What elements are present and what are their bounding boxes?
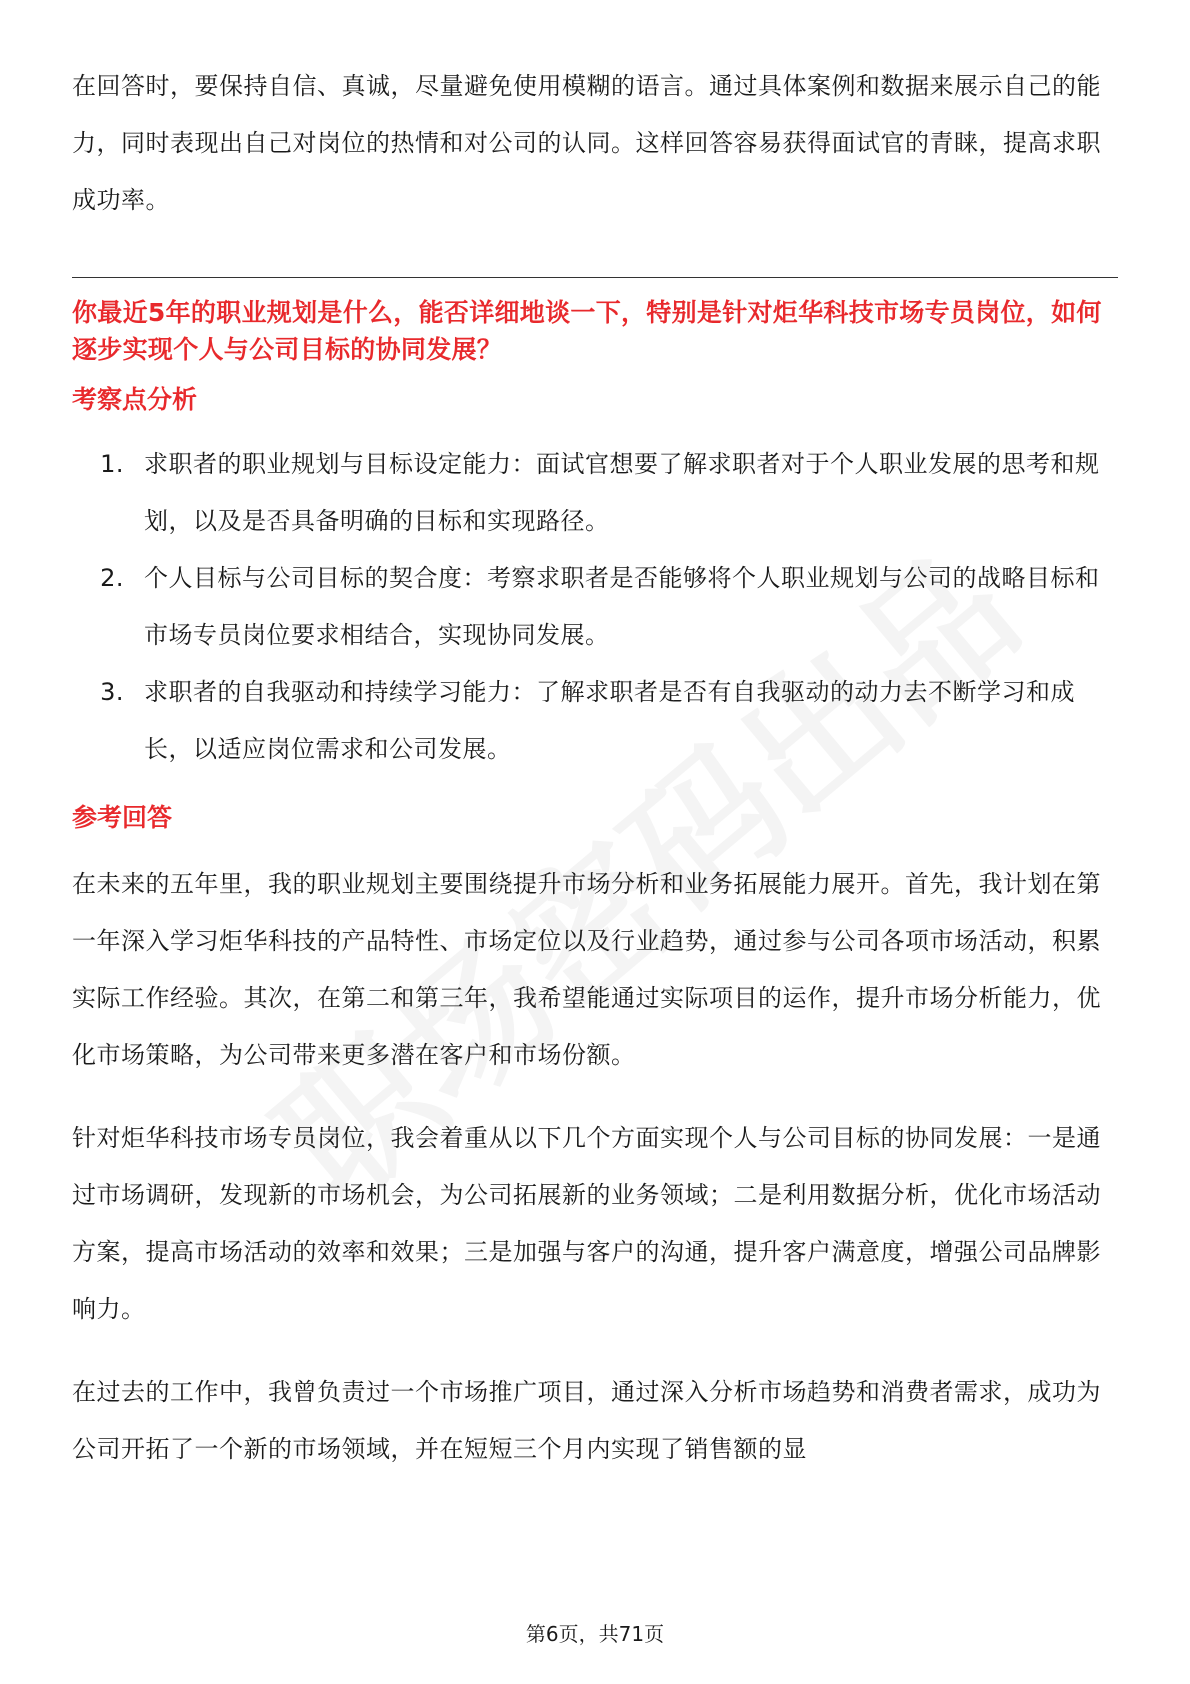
intro-paragraph: 在回答时，要保持自信、真诚，尽量避免使用模糊的语言。通过具体案例和数据来展示自己的能力，同时表现出自己对岗位的热情和对公司的认同。这样回答容易获得面试官的青睐，提高求职成功率。 [72,72,1101,214]
list-item-text: 求职者的职业规划与目标设定能力：面试官想要了解求职者对于个人职业发展的思考和规划，以及是否具备明确的目标和实现路径。 [144,450,1100,535]
question-title: 你最近5年的职业规划是什么，能否详细地谈一下，特别是针对炬华科技市场专员岗位，如何逐步实现个人与公司目标的协同发展？ [72,298,1102,364]
list-item-number: 1. [100,450,124,478]
list-item [72,664,1118,778]
list-item-text: 个人目标与公司目标的契合度：考察求职者是否能够将个人职业规划与公司的战略目标和市场专员岗位要求相结合，实现协同发展。 [144,564,1100,649]
list-item [72,550,1118,664]
section-divider [72,277,1118,278]
answer-heading: 参考回答 [72,803,173,832]
analysis-list [72,436,1118,778]
list-item-number: 3. [100,678,124,706]
document-page [72,58,1118,1504]
list-item-number: 2. [100,564,124,592]
list-item [72,436,1118,550]
page-footer: 第6页，共71页 [525,1622,665,1646]
list-item-text: 求职者的自我驱动和持续学习能力：了解求职者是否有自我驱动的动力去不断学习和成长，以适应岗位需求和公司发展。 [144,678,1075,763]
answer-paragraph: 在未来的五年里，我的职业规划主要围绕提升市场分析和业务拓展能力展开。首先，我计划在第一年深入学习炬华科技的产品特性、市场定位以及行业趋势，通过参与公司各项市场活动，积累实际工作经验。其次，在第二和第三年，我希望能通过实际项目的运作，提升市场分析能力，优化市场策略，为公司带来更多潜在客户和市场份额。 [72,870,1101,1069]
answer-paragraph: 在过去的工作中，我曾负责过一个市场推广项目，通过深入分析市场趋势和消费者需求，成功为公司开拓了一个新的市场领域，并在短短三个月内实现了销售额的显 [72,1378,1101,1463]
analysis-heading: 考察点分析 [72,385,198,414]
answer-paragraph: 针对炬华科技市场专员岗位，我会着重从以下几个方面实现个人与公司目标的协同发展：一是通过市场调研，发现新的市场机会，为公司拓展新的业务领域；二是利用数据分析，优化市场活动方案，提高市场活动的效率和效果；三是加强与客户的沟通，提升客户满意度，增强公司品牌影响力。 [72,1124,1101,1323]
